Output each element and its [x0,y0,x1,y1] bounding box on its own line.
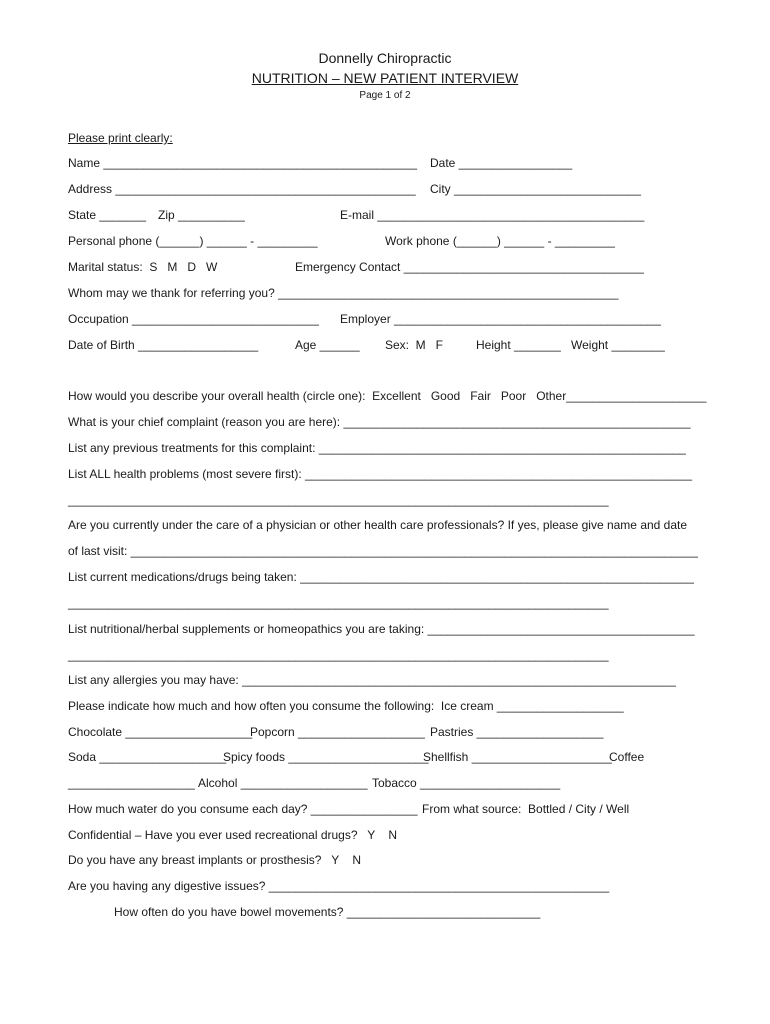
chocolate-field[interactable]: Chocolate ___________________ [68,725,253,739]
page-number: Page 1 of 2 [359,90,411,101]
print-clearly-label: Please print clearly: [68,131,173,145]
coffee-label: Coffee [609,750,645,764]
referral-field[interactable]: Whom may we thank for referring you? ___________________________________________________ [68,286,619,300]
supplements-field[interactable]: List nutritional/herbal supplements or homeopathics you are taking: ________________________________________ [68,622,695,636]
employer-field[interactable]: Employer ________________________________________ [340,312,661,326]
soda-field[interactable]: Soda ___________________ [68,750,227,764]
physician-care-question: Are you currently under the care of a physician or other health care professionals? If yes, please give name and date [68,518,688,532]
recreational-drugs-field[interactable]: Confidential – Have you ever used recreational drugs? Y N [68,828,398,842]
previous-treatments-field[interactable]: List any previous treatments for this complaint: _______________________________________________________ [68,441,686,455]
form-title-text: NUTRITION – NEW PATIENT INTERVIEW [251,70,519,86]
overall-health-field[interactable]: How would you describe your overall health (circle one): Excellent Good Fair Poor Other_____________________ [68,389,707,403]
state-field[interactable]: State _______ [68,208,147,222]
dob-field[interactable]: Date of Birth __________________ [68,338,259,352]
personal-phone-field[interactable]: Personal phone (______) ______ - _________ [68,234,318,248]
bowel-movements-field[interactable]: How often do you have bowel movements? _____________________________ [114,905,541,919]
implants-field[interactable]: Do you have any breast implants or prosthesis? Y N [68,853,362,867]
medications-field[interactable]: List current medications/drugs being taken: ___________________________________________________________ [68,570,694,584]
popcorn-field[interactable]: Popcorn ___________________ [250,725,425,739]
sex-field[interactable]: Sex: M F [385,338,444,352]
supplements-line-2[interactable]: _________________________________________________________________________________ [68,648,609,662]
height-field[interactable]: Height _______ [476,338,561,352]
digestive-issues-field[interactable]: Are you having any digestive issues? ___________________________________________________ [68,879,610,893]
age-field[interactable]: Age ______ [295,338,360,352]
marital-status-field[interactable]: Marital status: S M D W [68,260,218,274]
form-title [0,70,770,86]
coffee-field[interactable]: ___________________ [68,776,195,790]
consume-intro-ice-cream-field[interactable]: Please indicate how much and how often you consume the following: Ice cream ___________________ [68,699,624,713]
date-field[interactable]: Date _________________ [430,156,573,170]
chief-complaint-field[interactable]: What is your chief complaint (reason you are here): ____________________________________________________ [68,415,691,429]
water-source-field[interactable]: From what source: Bottled / City / Well [422,802,630,816]
email-field[interactable]: E-mail ________________________________________ [340,208,645,222]
alcohol-field[interactable]: Alcohol ___________________ [198,776,368,790]
emergency-contact-field[interactable]: Emergency Contact ____________________________________ [295,260,644,274]
health-problems-field[interactable]: List ALL health problems (most severe first): __________________________________________________________ [68,467,693,481]
health-problems-line-2[interactable]: _________________________________________________________________________________ [68,493,609,507]
water-field[interactable]: How much water do you consume each day? ________________ [68,802,418,816]
name-field[interactable]: Name _______________________________________________ [68,156,418,170]
pastries-field[interactable]: Pastries ___________________ [430,725,604,739]
clinic-name: Donnelly Chiropractic [318,50,452,66]
shellfish-field[interactable]: Shellfish _____________________ [423,750,612,764]
zip-field[interactable]: Zip __________ [158,208,245,222]
tobacco-field[interactable]: Tobacco _____________________ [372,776,561,790]
address-field[interactable]: Address _____________________________________________ [68,182,416,196]
occupation-field[interactable]: Occupation ____________________________ [68,312,319,326]
spicy-foods-field[interactable]: Spicy foods _____________________ [223,750,429,764]
city-field[interactable]: City ____________________________ [430,182,641,196]
last-visit-field[interactable]: of last visit: _____________________________________________________________________________________ [68,544,698,558]
allergies-field[interactable]: List any allergies you may have: _________________________________________________________________ [68,673,676,687]
work-phone-field[interactable]: Work phone (______) ______ - _________ [385,234,615,248]
weight-field[interactable]: Weight ________ [571,338,665,352]
medications-line-2[interactable]: _________________________________________________________________________________ [68,596,609,610]
